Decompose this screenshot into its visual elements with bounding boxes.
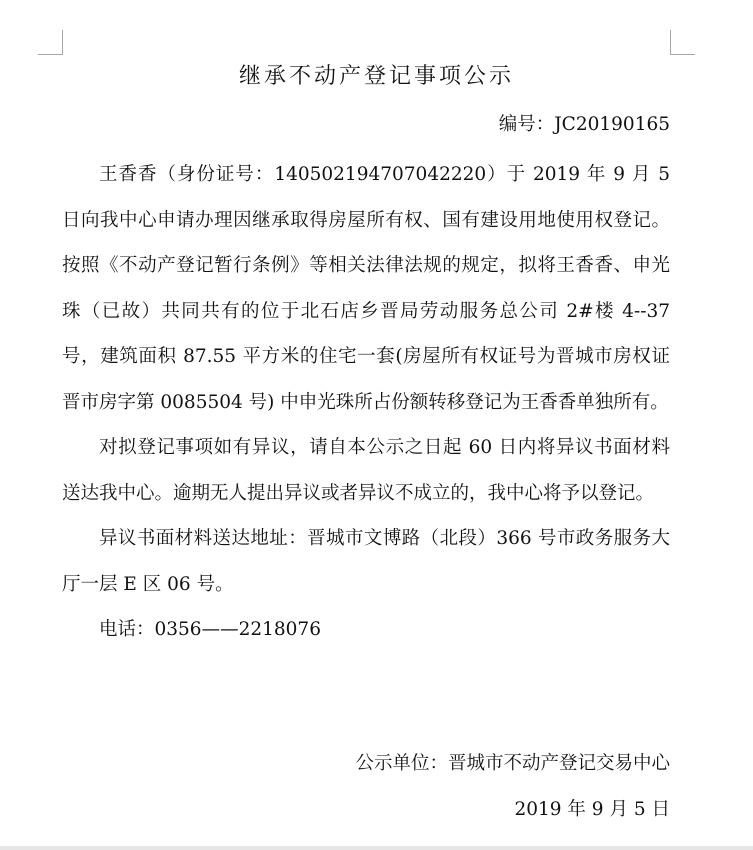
document-body	[62, 152, 670, 653]
page-bottom-edge	[0, 846, 753, 850]
top-left-crop-mark	[38, 30, 63, 55]
document-title: 继承不动产登记事项公示	[238, 64, 514, 89]
paragraph-address: 异议书面材料送达地址：晋城市文博路（北段）366 号市政务服务大厅一层 E 区 06 号。	[62, 528, 670, 595]
document-number: 编号：JC20190165	[498, 114, 670, 135]
issuing-unit: 公示单位：晋城市不动产登记交易中心	[355, 753, 670, 774]
paragraph-phone: 电话：0356——2218076	[99, 619, 321, 640]
paragraph-application: 王香香（身份证号：140502194707042220）于 2019 年 9 月 5 日向我中心申请办理因继承取得房屋所有权、国有建设用地使用权登记。按照《不动产登记暂行条例》等相关法律法规的规定，拟将王香香、申光珠（已故）共同共有的位于北石店乡晋局劳动服务总公司 2#楼 4--37 号，建筑面积 87.55 平方米的住宅一套(房屋所有权证号为晋城市房权证晋市房字第 0085504 号) 中申光珠所占份额转移登记为王香香单独所有。	[62, 164, 670, 413]
top-right-crop-mark	[670, 30, 695, 55]
paragraph-objection: 对拟登记事项如有异议，请自本公示之日起 60 日内将异议书面材料送达我中心。逾期无人提出异议或者异议不成立的，我中心将予以登记。	[62, 437, 670, 504]
issue-date: 2019 年 9 月 5 日	[514, 799, 670, 820]
